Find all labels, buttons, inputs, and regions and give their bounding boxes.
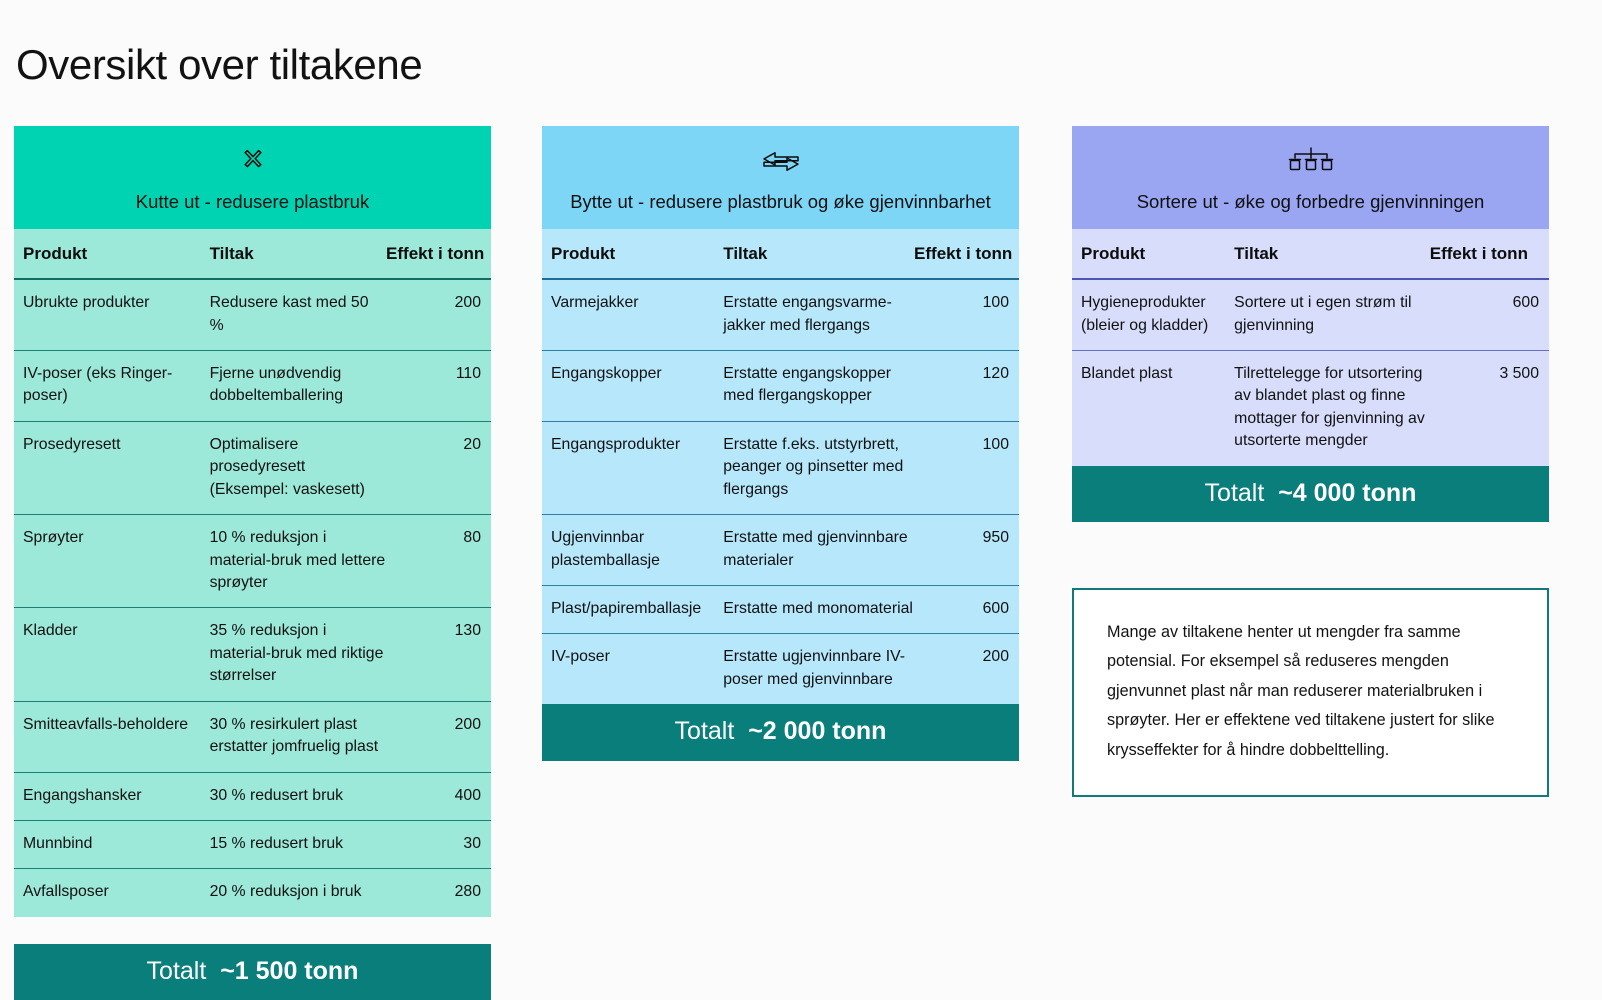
cell-effekt: 950 [914, 515, 1019, 586]
column-title: Bytte ut - redusere plastbruk og øke gjenvinnbarhet [570, 191, 991, 212]
cell-effekt: 130 [386, 608, 491, 701]
table-row [542, 515, 1019, 586]
column-header-sortere-ut [1072, 126, 1549, 229]
column-header-effekt: Effekt i tonn [914, 229, 1019, 279]
cell-tiltak: 30 % redusert bruk [210, 772, 386, 820]
column-header-produkt: Produkt [1072, 229, 1234, 279]
table-wrapper [14, 229, 491, 917]
total-label: Totalt [1204, 478, 1272, 507]
cross-cut-icon [26, 147, 479, 177]
measures-table-bytte-ut [542, 229, 1019, 704]
column-header-tiltak: Tiltak [723, 229, 914, 279]
cell-tiltak: Optimalisere prosedyresett (Eksempel: vaskesett) [210, 421, 386, 514]
cell-produkt: IV-poser (eks Ringer-poser) [14, 351, 210, 422]
measure-column-kutte-ut [14, 126, 491, 1000]
cell-tiltak: 15 % redusert bruk [210, 820, 386, 868]
total-bar-bytte-ut [542, 704, 1019, 760]
cell-produkt: Engangskopper [542, 351, 723, 422]
cell-produkt: Plast/papiremballasje [542, 585, 723, 633]
measures-table-sortere-ut [1072, 229, 1549, 466]
column-title: Sortere ut - øke og forbedre gjenvinningen [1136, 191, 1485, 212]
column-header-effekt: Effekt i tonn [386, 229, 491, 279]
total-bar-sortere-ut [1072, 466, 1549, 522]
cell-effekt: 200 [386, 279, 491, 350]
column-header-bytte-ut [542, 126, 1019, 229]
cell-tiltak: Erstatte med gjenvinnbare materialer [723, 515, 914, 586]
cell-produkt: Avfallsposer [14, 869, 210, 917]
cell-effekt: 80 [386, 515, 491, 608]
total-amount: ~2 000 tonn [748, 717, 887, 746]
total-label: Totalt [146, 956, 214, 985]
measure-column-bytte-ut [542, 126, 1019, 761]
table-header-row [542, 229, 1019, 279]
cell-produkt: Blandet plast [1072, 351, 1234, 466]
cell-produkt: Engangsprodukter [542, 421, 723, 514]
cell-produkt: Sprøyter [14, 515, 210, 608]
cell-effekt: 600 [1430, 279, 1549, 350]
total-amount: ~4 000 tonn [1278, 478, 1417, 507]
cell-effekt: 110 [386, 351, 491, 422]
table-row [14, 608, 491, 701]
cell-effekt: 280 [386, 869, 491, 917]
cell-tiltak: 10 % reduksjon i material-bruk med lettere sprøyter [210, 515, 386, 608]
table-row [14, 772, 491, 820]
total-label: Totalt [674, 717, 742, 746]
cell-effekt: 100 [914, 421, 1019, 514]
table-row [542, 351, 1019, 422]
total-bar-kutte-ut [14, 944, 491, 1000]
cell-effekt: 120 [914, 351, 1019, 422]
table-row [542, 585, 1019, 633]
cell-tiltak: Erstatte ugjenvinnbare IV-poser med gjenvinnbare [723, 634, 914, 704]
table-row [14, 279, 491, 350]
column-header-tiltak: Tiltak [210, 229, 386, 279]
table-row [14, 820, 491, 868]
sorting-bins-icon [1084, 147, 1537, 177]
table-row [14, 515, 491, 608]
measures-table-kutte-ut [14, 229, 491, 917]
cell-produkt: Hygieneprodukter (bleier og kladder) [1072, 279, 1234, 350]
cell-tiltak: 35 % reduksjon i material-bruk med riktige størrelser [210, 608, 386, 701]
cell-tiltak: 30 % resirkulert plast erstatter jomfruelig plast [210, 701, 386, 772]
cell-produkt: Ugjenvinnbar plastemballasje [542, 515, 723, 586]
cell-effekt: 3 500 [1430, 351, 1549, 466]
cell-produkt: IV-poser [542, 634, 723, 704]
cell-effekt: 100 [914, 279, 1019, 350]
column-header-produkt: Produkt [542, 229, 723, 279]
table-row [542, 279, 1019, 350]
cell-tiltak: Erstatte engangskopper med flergangskopper [723, 351, 914, 422]
cell-tiltak: Erstatte f.eks. utstyrbrett, peanger og pinsetter med flergangs [723, 421, 914, 514]
note-text: Mange av tiltakene henter ut mengder fra samme potensial. For eksempel så reduseres mengden gjenvunnet plast når man reduserer materialbruken i sprøyter. Her er effektene ved tiltakene justert for slike krysseffekter for å hindre dobbelttelling. [1107, 623, 1495, 759]
table-header-row [14, 229, 491, 279]
cell-tiltak: Erstatte engangsvarme-jakker med flergangs [723, 279, 914, 350]
cell-tiltak: Erstatte med monomaterial [723, 585, 914, 633]
note-box [1072, 588, 1549, 797]
cell-effekt: 200 [914, 634, 1019, 704]
cell-effekt: 400 [386, 772, 491, 820]
table-header-row [1072, 229, 1549, 279]
table-row [14, 421, 491, 514]
table-row [1072, 279, 1549, 350]
table-row [14, 869, 491, 917]
cell-produkt: Smitteavfalls-beholdere [14, 701, 210, 772]
table-wrapper [542, 229, 1019, 704]
cell-tiltak: Redusere kast med 50 % [210, 279, 386, 350]
column-header-tiltak: Tiltak [1234, 229, 1430, 279]
cell-produkt: Kladder [14, 608, 210, 701]
column-title: Kutte ut - redusere plastbruk [135, 191, 370, 212]
column-header-kutte-ut [14, 126, 491, 229]
cell-tiltak: Sortere ut i egen strøm til gjenvinning [1234, 279, 1430, 350]
column-header-produkt: Produkt [14, 229, 210, 279]
cell-effekt: 200 [386, 701, 491, 772]
cell-produkt: Varmejakker [542, 279, 723, 350]
table-row [1072, 351, 1549, 466]
cell-tiltak: Tilrettelegge for utsortering av blandet plast og finne mottager for gjenvinning av utsorterte mengder [1234, 351, 1430, 466]
cell-effekt: 30 [386, 820, 491, 868]
cell-effekt: 600 [914, 585, 1019, 633]
table-row [542, 634, 1019, 704]
table-row [14, 701, 491, 772]
cell-produkt: Ubrukte produkter [14, 279, 210, 350]
exchange-arrows-icon [554, 147, 1007, 177]
measure-column-sortere-ut [1072, 126, 1549, 522]
table-row [14, 351, 491, 422]
cell-produkt: Prosedyresett [14, 421, 210, 514]
page-title: Oversikt over tiltakene [16, 41, 423, 88]
column-header-effekt: Effekt i tonn [1430, 229, 1549, 279]
cell-effekt: 20 [386, 421, 491, 514]
total-amount: ~1 500 tonn [220, 956, 359, 985]
cell-produkt: Engangshansker [14, 772, 210, 820]
cell-produkt: Munnbind [14, 820, 210, 868]
cell-tiltak: 20 % reduksjon i bruk [210, 869, 386, 917]
table-row [542, 421, 1019, 514]
cell-tiltak: Fjerne unødvendig dobbeltemballering [210, 351, 386, 422]
table-wrapper [1072, 229, 1549, 466]
